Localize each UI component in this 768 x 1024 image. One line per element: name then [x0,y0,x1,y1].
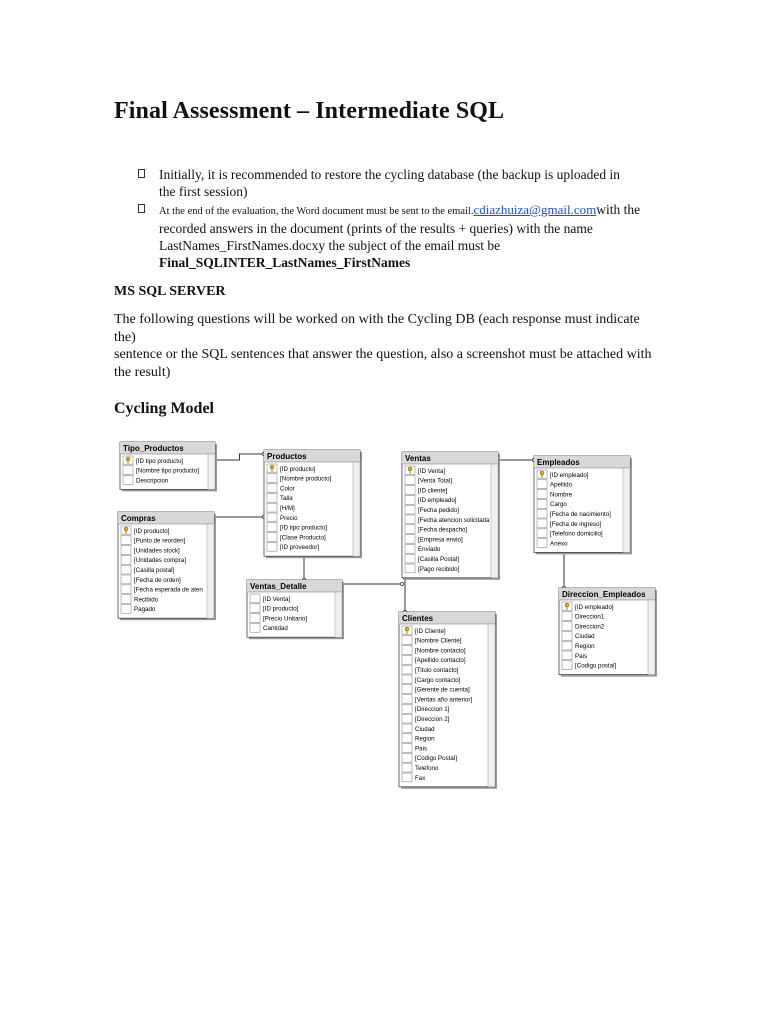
table-scrollbar[interactable] [353,462,360,556]
field-name: Apellido [550,481,573,489]
cycling-model-heading: Cycling Model [114,400,214,417]
field-name: Region [415,735,435,743]
row-selector [562,651,572,660]
field-name: [Nombre tipo producto] [136,467,199,475]
table-title: Ventas_Detalle [250,582,307,591]
field-name: [ID tipo producto] [136,457,184,465]
row-selector [562,622,572,631]
row-selector [402,685,412,694]
row-selector [267,493,277,502]
field-name: [ID empleado] [418,497,457,505]
field-name: Cargo [550,501,567,509]
field-name: [Ventas año anterior] [415,696,473,704]
email-subject: Final_SQLINTER_LastNames_FirstNames [159,255,411,270]
field-name: [Casilla Postal] [418,556,459,563]
field-name: [ID producto] [263,605,299,613]
field-name: [Empresa envio] [418,536,463,544]
row-selector [537,529,547,538]
field-name: Telefono [415,765,439,772]
row-selector [537,490,547,499]
row-selector [537,499,547,508]
field-name: [Venta Total] [418,477,452,485]
field-name: [Punto de reorden] [134,537,186,545]
bullet-box-icon [138,204,145,213]
field-name: Talla [280,495,293,503]
intro-paragraph [114,311,659,381]
instruction-line: with the [596,202,641,217]
row-selector [250,604,260,613]
row-selector [267,542,277,551]
table-direccion-empleados[interactable] [559,588,657,677]
field-name: Region [575,643,595,650]
paragraph-line: sentence or the SQL sentences that answer the question, also a screenshot must be attached with [114,347,652,362]
table-scrollbar[interactable] [207,524,214,618]
row-selector [121,575,131,584]
field-name: [Fecha atencion solicitada [418,516,490,524]
table-scrollbar[interactable] [488,624,495,787]
table-title: Tipo_Productos [123,444,184,453]
row-selector [562,661,572,670]
instruction-line: recorded answers in the document (prints of the results + queries) with the name [159,221,593,236]
row-selector [405,486,415,495]
field-name: [Titulo contacto] [415,667,459,674]
field-name: Anexo [550,540,568,548]
field-name: [Direccion 2] [415,716,450,723]
row-selector [123,476,133,485]
row-selector [537,480,547,489]
field-name: [ID producto] [134,527,170,535]
ms-sql-heading: MS SQL SERVER [114,284,226,299]
row-selector [562,641,572,650]
row-selector [537,509,547,518]
field-name: [Unidades stock] [134,547,180,555]
field-name: [ID tipo producto] [280,524,328,532]
field-name: Cantidad [263,625,288,633]
row-selector [250,614,260,623]
row-selector [267,513,277,522]
field-name: [Fecha esperada de aten [134,586,203,594]
field-name: Descripcion [136,477,169,485]
row-selector [267,503,277,512]
field-name: [ID producto] [280,465,316,473]
table-title: Clientes [402,614,434,623]
field-name: [ID Venta] [263,595,291,603]
paragraph-line: The following questions will be worked on with the Cycling DB (each response must indicate the) [114,312,640,345]
field-name: [ID proveedor] [280,544,320,552]
field-name: Direccion1 [575,613,605,621]
field-name: [Fecha despacho] [418,526,468,534]
field-name: [Gerente de cuenta] [415,686,470,694]
field-name: [Telefono domicilio] [550,530,603,538]
field-name: [Fecha de ingreso] [550,520,602,528]
row-selector [402,695,412,704]
field-name: Ciudad [415,725,435,733]
field-name: Nombre [550,491,573,499]
row-selector [402,675,412,684]
field-name: [Precio Unitario] [263,615,308,623]
row-selector [405,554,415,563]
row-selector [267,484,277,493]
row-selector [537,539,547,548]
table-clientes[interactable] [399,612,497,789]
relationship-line [215,454,264,460]
row-selector [402,753,412,762]
table-ventas-detalle[interactable] [247,580,344,639]
row-selector [402,655,412,664]
row-selector [121,604,131,613]
row-selector [267,474,277,483]
instruction-list [138,166,668,272]
row-selector [123,466,133,475]
row-selector [405,564,415,573]
field-name: [H/M] [280,505,295,512]
instruction-line: Initially, it is recommended to restore the cycling database (the backup is uploaded in [159,167,620,182]
row-selector [402,704,412,713]
field-name: Pais [575,652,588,660]
field-name: Precio [280,514,298,522]
field-name: [Codigo Postal] [415,755,457,763]
row-selector [250,623,260,632]
instruction-item [138,201,668,271]
field-name: [Fecha de nacimiento] [550,511,611,518]
row-selector [402,714,412,723]
field-name: Pais [415,745,428,753]
row-selector [537,519,547,528]
row-selector [562,612,572,621]
row-selector [402,744,412,753]
row-selector [402,773,412,782]
table-title: Productos [267,452,307,461]
instruction-item [138,166,668,200]
field-name: [ID cliente] [418,487,448,495]
row-selector [121,536,131,545]
field-name: Pagado [134,606,156,614]
table-compras[interactable] [118,512,216,620]
field-name: Recibido [134,596,159,604]
row-selector [402,724,412,733]
table-scrollbar[interactable] [335,592,342,637]
table-title: Direccion_Empleados [562,590,646,599]
table-box [534,456,630,552]
row-selector [405,525,415,534]
email-link[interactable]: cdiazhuiza@gmail.com [473,202,597,217]
row-selector [562,631,572,640]
instruction-line: the first session) [159,184,248,199]
row-selector [121,585,131,594]
field-name: [Unidades compra] [134,557,186,565]
row-selector [267,523,277,532]
table-ventas[interactable] [402,452,500,580]
row-selector [402,636,412,645]
row-selector [121,555,131,564]
row-selector [405,476,415,485]
field-name: [ID empleado] [575,603,614,611]
field-name: [ID Cliente] [415,627,446,635]
row-selector [121,546,131,555]
field-name: Ciudad [575,633,595,641]
row-selector [267,533,277,542]
table-scrollbar[interactable] [208,454,215,489]
row-selector [121,595,131,604]
field-name: [Fecha pedido] [418,507,459,514]
field-name: [Fecha de orden] [134,576,181,584]
row-selector [250,594,260,603]
row-selector [121,565,131,574]
table-title: Compras [121,514,156,523]
table-empleados[interactable] [534,456,632,554]
row-selector [402,646,412,655]
table-title: Empleados [537,458,580,467]
row-selector [405,535,415,544]
bullet-box-icon [138,169,145,178]
field-name: [Nombre contacto] [415,647,466,655]
field-name: [ID Venta] [418,467,446,475]
field-name: Color [280,485,295,493]
field-name: Enviado [418,546,441,554]
field-name: Direccion2 [575,623,605,631]
field-name: [Nombre producto] [280,475,332,483]
row-selector [402,665,412,674]
table-productos[interactable] [264,450,362,558]
field-name: [ID empleado] [550,471,589,479]
row-selector [405,544,415,553]
row-selector [405,505,415,514]
row-selector [402,734,412,743]
field-name: [Direccion 1] [415,706,450,714]
er-diagram [112,432,662,794]
field-name: [Casilla postal] [134,567,175,574]
field-name: [Nombre Cliente] [415,637,462,645]
row-selector [405,515,415,524]
table-scrollbar[interactable] [491,464,498,578]
field-name: [Cargo contacto] [415,676,461,684]
relationship-many-end [400,582,403,585]
document-title: Final Assessment – Intermediate SQL [114,98,505,124]
table-tipo-productos[interactable] [120,442,217,491]
table-title: Ventas [405,454,431,463]
field-name: [Pago recibido] [418,565,460,573]
table-scrollbar[interactable] [648,600,655,675]
field-name: [Codigo postal] [575,662,617,670]
field-name: [Apellido contacto] [415,657,466,665]
paragraph-line: the result) [114,364,171,380]
instruction-line: At the end of the evaluation, the Word document must be sent to the email. [159,206,474,217]
row-selector [405,495,415,504]
row-selector [402,763,412,772]
instruction-line: LastNames_FirstNames.docxy the subject of the email must be [159,238,501,253]
field-name: [Clase Producto] [280,534,326,542]
table-scrollbar[interactable] [623,468,630,552]
field-name: Fax [415,774,426,782]
